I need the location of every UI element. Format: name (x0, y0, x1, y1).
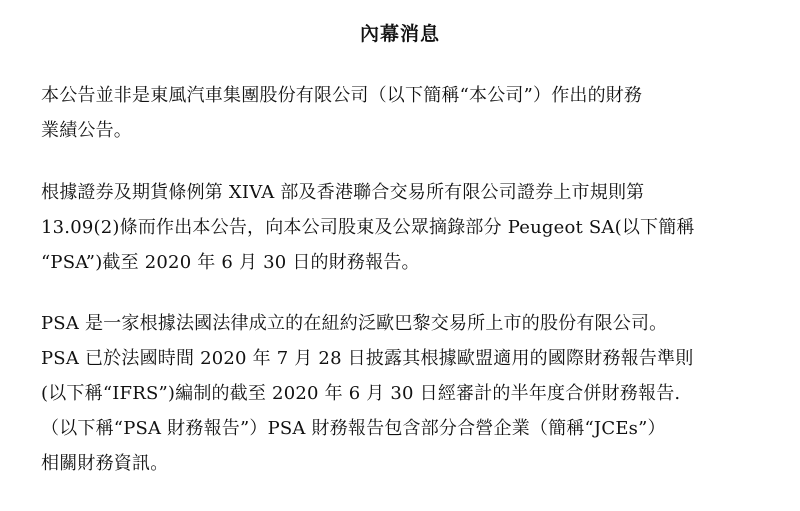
paragraph-regulation (41, 175, 771, 280)
text-line: 根據證券及期貨條例第 XIVA 部及香港聯合交易所有限公司證券上市規則第 (41, 182, 645, 203)
text-line: 13.09(2)條而作出本公告，向本公司股東及公眾摘錄部分 Peugeot SA(以下簡稱 (41, 217, 695, 238)
page-title: 內幕消息 (359, 23, 440, 45)
paragraph-disclaimer (41, 78, 771, 148)
text-line: PSA 已於法國時間 2020 年 7 月 28 日披露其根據歐盟適用的國際財務報告準則 (41, 348, 694, 369)
text-line: 業績公告。 (41, 120, 132, 141)
text-line: 本公告並非是東風汽車集團股份有限公司（以下簡稱“本公司”）作出的財務 (41, 85, 643, 106)
paragraph-psa-info (41, 306, 771, 481)
text-line: “PSA”)截至 2020 年 6 月 30 日的財務報告。 (41, 252, 420, 273)
text-line: PSA 是一家根據法國法律成立的在紐約泛歐巴黎交易所上市的股份有限公司。 (41, 313, 668, 334)
text-line: 相關財務資訊。 (41, 453, 169, 474)
text-line: (以下稱“IFRS”)編制的截至 2020 年 6 月 30 日經審計的半年度合併財務報告. (41, 383, 681, 404)
text-line: （以下稱“PSA 財務報告”）PSA 財務報告包含部分合營企業（簡稱“JCEs”） (41, 418, 666, 439)
